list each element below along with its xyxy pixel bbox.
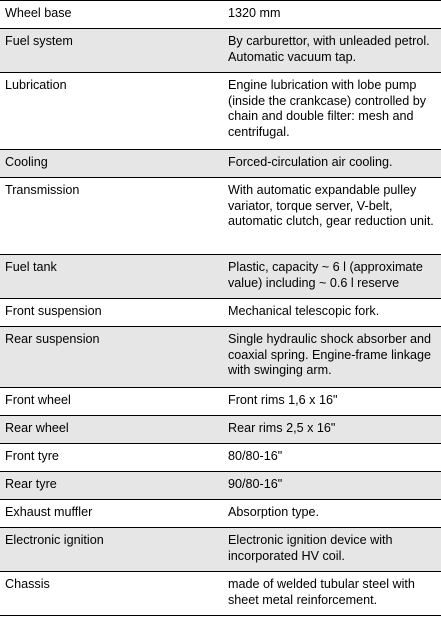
spec-value: Engine lubrication with lobe pump (inside the crankcase) controlled by chain and double filter: mesh and centrifugal. xyxy=(219,73,441,150)
spec-row-front-tyre xyxy=(0,444,441,472)
spec-value: With automatic expandable pulley variator, torque server, V-belt, automatic clutch, gear reduction unit. xyxy=(219,178,441,255)
spec-value: made of welded tubular steel with sheet metal reinforcement. xyxy=(219,572,441,616)
spec-row-fuel-tank xyxy=(0,255,441,299)
spec-value: Rear rims 2,5 x 16" xyxy=(219,416,441,444)
spec-value: 90/80-16" xyxy=(219,472,441,500)
spec-label: Fuel system xyxy=(0,29,219,73)
spec-label: Front suspension xyxy=(0,299,219,327)
spec-value: 1320 mm xyxy=(219,1,441,29)
spec-label: Front wheel xyxy=(0,388,219,416)
spec-value: Absorption type. xyxy=(219,500,441,528)
spec-label: Cooling xyxy=(0,150,219,178)
spec-label: Transmission xyxy=(0,178,219,255)
spec-label: Electronic ignition xyxy=(0,528,219,572)
spec-row-front-wheel xyxy=(0,388,441,416)
spec-row-cooling xyxy=(0,150,441,178)
spec-label: Rear wheel xyxy=(0,416,219,444)
spec-row-fuel-system xyxy=(0,29,441,73)
spec-row-rear-suspension xyxy=(0,327,441,388)
spec-value: Front rims 1,6 x 16" xyxy=(219,388,441,416)
spec-label: Rear tyre xyxy=(0,472,219,500)
spec-label: Exhaust muffler xyxy=(0,500,219,528)
spec-row-wheel-base xyxy=(0,1,441,29)
spec-value: Single hydraulic shock absorber and coaxial spring. Engine-frame linkage with swinging arm. xyxy=(219,327,441,388)
spec-row-chassis xyxy=(0,572,441,616)
spec-row-electronic-ignition xyxy=(0,528,441,572)
spec-label: Lubrication xyxy=(0,73,219,150)
spec-value: Mechanical telescopic fork. xyxy=(219,299,441,327)
spec-row-transmission xyxy=(0,178,441,255)
spec-label: Wheel base xyxy=(0,1,219,29)
spec-label: Front tyre xyxy=(0,444,219,472)
spec-value: 80/80-16" xyxy=(219,444,441,472)
spec-value: By carburettor, with unleaded petrol. Automatic vacuum tap. xyxy=(219,29,441,73)
spec-row-lubrication xyxy=(0,73,441,150)
spec-row-front-suspension xyxy=(0,299,441,327)
spec-row-exhaust-muffler xyxy=(0,500,441,528)
spec-label: Fuel tank xyxy=(0,255,219,299)
spec-label: Rear suspension xyxy=(0,327,219,388)
spec-value: Forced-circulation air cooling. xyxy=(219,150,441,178)
spec-value: Electronic ignition device with incorporated HV coil. xyxy=(219,528,441,572)
spec-row-rear-wheel xyxy=(0,416,441,444)
spec-row-rear-tyre xyxy=(0,472,441,500)
spec-value: Plastic, capacity ~ 6 l (approximate value) including ~ 0.6 l reserve xyxy=(219,255,441,299)
spec-label: Chassis xyxy=(0,572,219,616)
